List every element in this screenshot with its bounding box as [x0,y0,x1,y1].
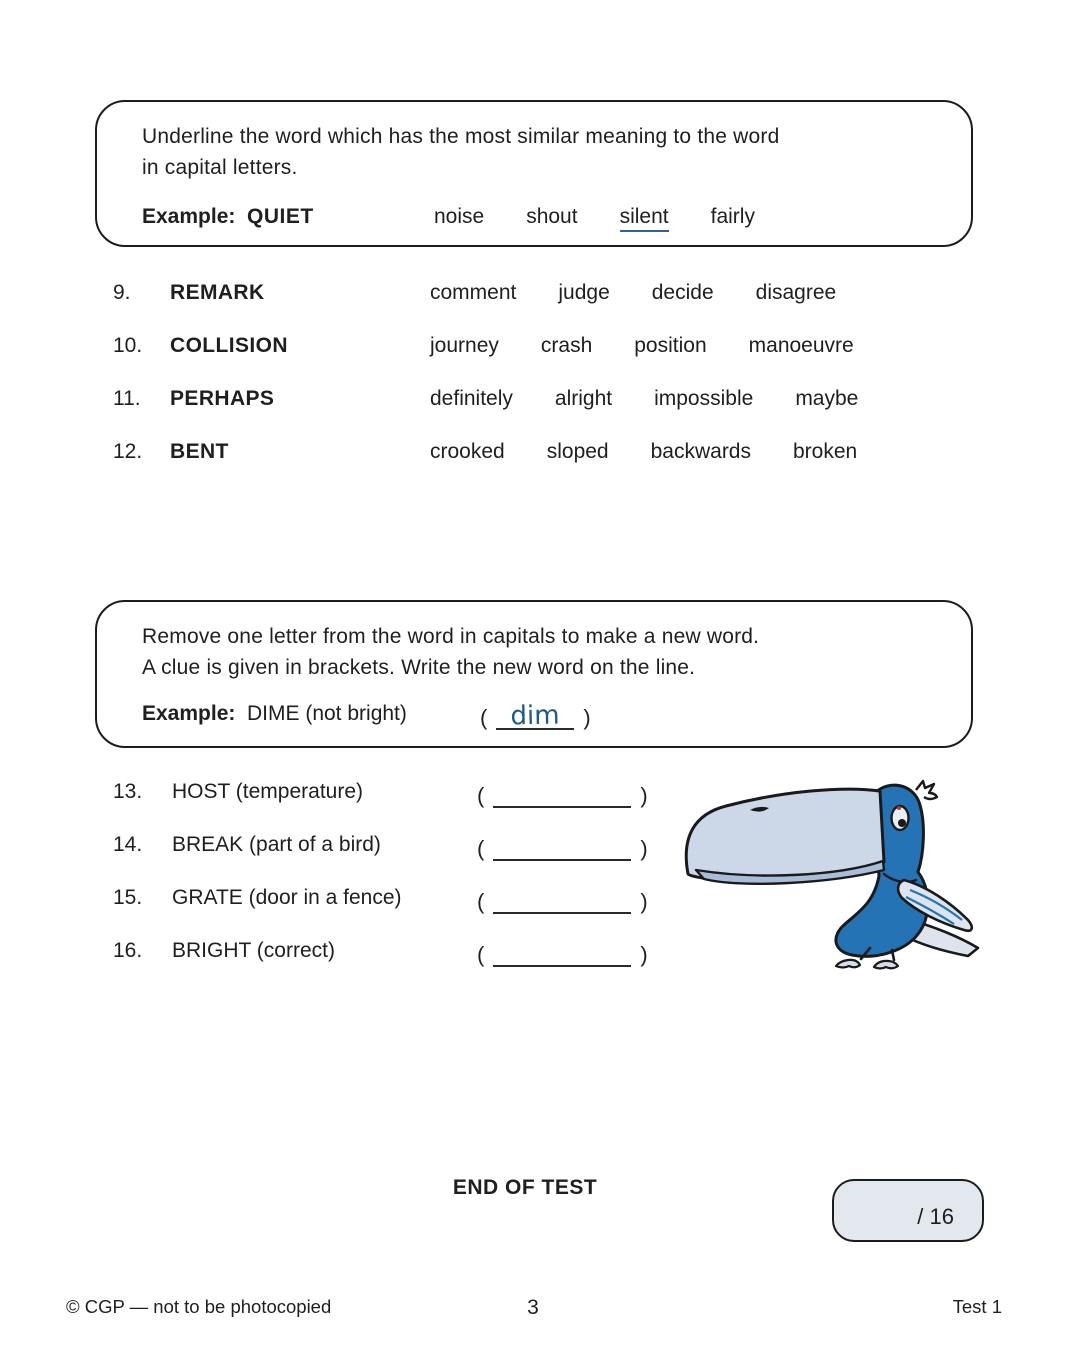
open-paren: ( [477,783,485,808]
option: alright [554,387,613,410]
question-word: GRATE (door in a fence) [172,886,402,909]
question-word: BREAK (part of a bird) [172,833,381,856]
test-label: Test 1 [952,1296,1002,1317]
question-options [430,440,857,464]
option: comment [430,281,517,304]
question-options [430,334,854,358]
answer-area [477,780,648,810]
toucan-eye-dot [897,806,901,810]
question-number: 9. [113,281,131,304]
section1-instructions-line1: Underline the word which has the most similar meaning to the word [142,125,780,148]
section1-instructions [142,121,941,183]
answer-area [477,886,648,916]
example-option: fairly [710,205,755,228]
score-label: / 16 [917,1204,954,1229]
question-number: 16. [113,939,143,962]
option: position [634,334,707,357]
question-options [430,387,858,411]
question-number: 14. [113,833,143,856]
close-paren: ) [640,942,648,967]
toucan-pupil [898,819,906,827]
toucan-beak [686,789,884,880]
page-footer [0,1296,1066,1322]
section2-instruction-box [95,600,973,748]
option: disagree [755,281,837,304]
question-number: 15. [113,886,143,909]
question-row-9 [0,281,1066,311]
question-options [430,281,836,305]
question-word: BRIGHT (correct) [172,939,335,962]
option: judge [558,281,610,304]
copyright-text: © CGP — not to be photocopied [66,1296,332,1317]
question-row-11 [0,387,1066,417]
end-of-test-label: END OF TEST [452,1176,598,1199]
handwritten-answer: dim [510,700,561,732]
close-paren: ) [640,889,648,914]
option: journey [430,334,499,357]
answer-line [493,784,631,808]
section1-instructions-line2: in capital letters. [142,156,298,179]
close-paren: ) [583,705,591,730]
section2-instructions-line2: A clue is given in brackets. Write the new word on the line. [142,656,696,679]
toucan-foot [874,961,898,969]
question-word: BENT [170,440,229,463]
question-number: 11. [113,387,141,410]
toucan-foot [836,960,860,968]
question-row-12 [0,440,1066,470]
open-paren: ( [480,705,488,730]
example-answer-line [496,700,574,732]
example-option: noise [434,205,485,228]
answer-line [493,890,631,914]
toucan-illustration [678,778,990,974]
section2-instructions [142,621,941,683]
option: definitely [430,387,513,410]
open-paren: ( [477,942,485,967]
option: decide [651,281,714,304]
example-label: Example: [142,702,236,725]
toucan-tuft [916,781,937,799]
section1-example-row [97,205,971,235]
option: crash [540,334,593,357]
option: crooked [430,440,505,463]
section1-instruction-box [95,100,973,247]
open-paren: ( [477,889,485,914]
option: maybe [795,387,859,410]
question-word: HOST (temperature) [172,780,363,803]
answer-line [493,943,631,967]
example-word: QUIET [247,205,314,228]
question-word: PERHAPS [170,387,275,410]
close-paren: ) [640,783,648,808]
section2-instructions-line1: Remove one letter from the word in capitals to make a new word. [142,625,760,648]
section2-example-row [97,702,971,732]
option: backwards [650,440,751,463]
question-word: COLLISION [170,334,288,357]
close-paren: ) [640,836,648,861]
example-options [434,205,755,232]
example-answer-area [480,702,591,732]
question-number: 12. [113,440,143,463]
option: manoeuvre [748,334,854,357]
score-box [832,1179,984,1242]
page-number: 3 [527,1296,539,1319]
answer-area [477,939,648,969]
answer-area [477,833,648,863]
example-label: Example: [142,205,236,228]
option: broken [793,440,858,463]
question-word: REMARK [170,281,265,304]
answer-line [493,837,631,861]
question-row-10 [0,334,1066,364]
option: impossible [654,387,754,410]
example-word: DIME (not bright) [247,702,407,725]
example-option: shout [526,205,578,228]
question-number: 13. [113,780,143,803]
open-paren: ( [477,836,485,861]
option: sloped [546,440,609,463]
example-option-underlined: silent [620,205,669,232]
question-number: 10. [113,334,143,357]
